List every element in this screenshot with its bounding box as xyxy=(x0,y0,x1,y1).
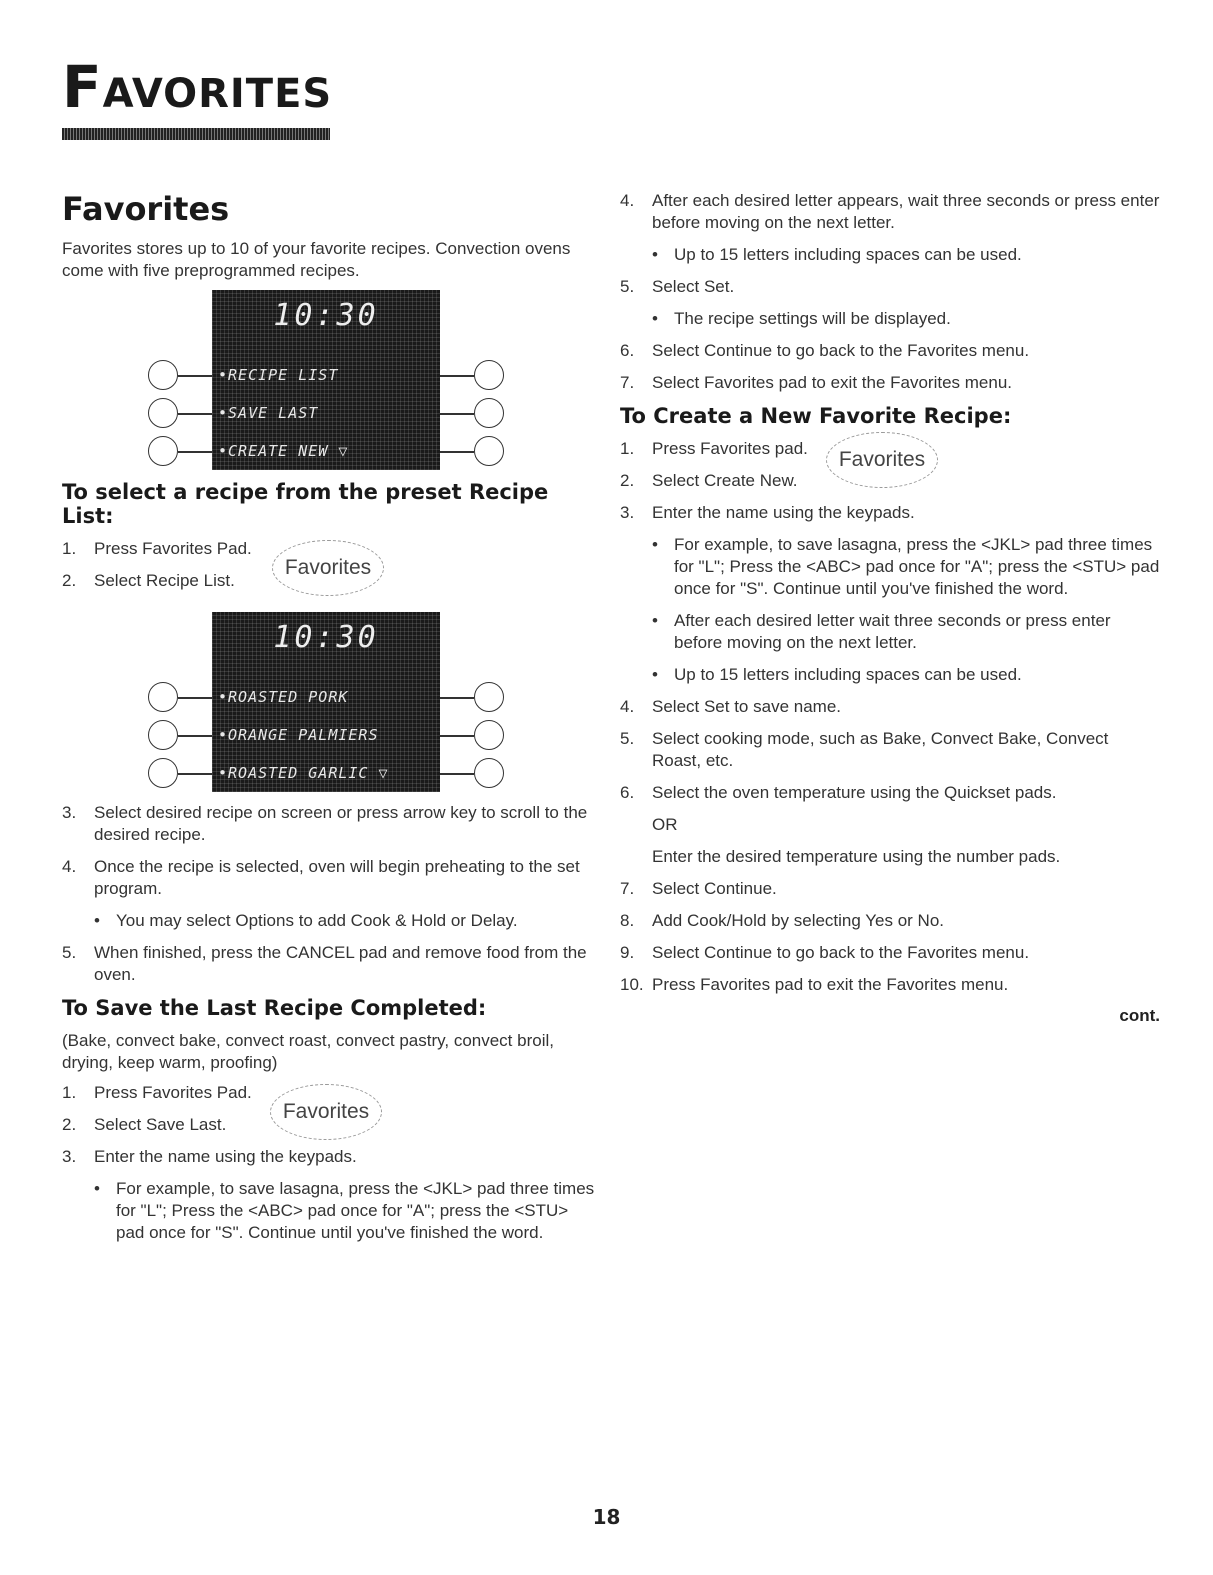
favorites-pad[interactable]: Favorites xyxy=(270,1084,382,1140)
step-item: 3. Select desired recipe on screen or press arrow key to scroll to the desired recipe. xyxy=(62,803,588,844)
option-button[interactable] xyxy=(474,436,504,466)
option-button[interactable] xyxy=(148,720,178,750)
connector-line xyxy=(178,735,212,737)
display-panel-recipe-list xyxy=(140,612,510,792)
step-item: 4. Once the recipe is selected, oven will begin preheating to the set program. xyxy=(62,857,580,898)
page-header xyxy=(62,53,333,121)
step-item: 5. When finished, press the CANCEL pad and remove food from the oven. xyxy=(62,943,587,984)
step-item: 1. Press Favorites Pad. xyxy=(62,539,252,558)
continued-label: cont. xyxy=(1119,1006,1160,1025)
option-button[interactable] xyxy=(148,436,178,466)
bullet-item: • You may select Options to add Cook & Hold or Delay. xyxy=(94,911,518,930)
step-item: 1. Press Favorites pad. xyxy=(620,439,808,458)
step-item: 10. Press Favorites pad to exit the Favorites menu. xyxy=(620,975,1009,994)
step-item: 5. Select cooking mode, such as Bake, Convect Bake, Convect Roast, etc. xyxy=(620,729,1109,770)
bullet-item: • For example, to save lasagna, press the <JKL> pad three times for "L"; Press the <ABC> pad once for "A"; press the <STU> pad once for "S". Continue until you've finished the word. xyxy=(652,535,1160,598)
step-item: 6. Select Continue to go back to the Favorites menu. xyxy=(620,341,1030,360)
connector-line xyxy=(440,451,474,453)
page-number: 18 xyxy=(592,1505,621,1529)
create-new-heading: To Create a New Favorite Recipe: xyxy=(620,404,1012,428)
save-last-heading: To Save the Last Recipe Completed: xyxy=(62,996,487,1020)
section-title: Favorites xyxy=(62,190,230,228)
connector-line xyxy=(440,697,474,699)
option-button[interactable] xyxy=(474,360,504,390)
display-option: •ROASTED GARLIC ▽ xyxy=(218,764,389,782)
connector-line xyxy=(178,375,212,377)
option-button[interactable] xyxy=(148,682,178,712)
option-button[interactable] xyxy=(474,758,504,788)
display-option: •CREATE NEW ▽ xyxy=(218,442,349,460)
intro-text: Favorites stores up to 10 of your favorite recipes. Convection ovens come with five preprogrammed recipes. xyxy=(62,239,571,280)
step-item: 6. Select the oven temperature using the Quickset pads. xyxy=(620,783,1057,802)
favorites-pad[interactable]: Favorites xyxy=(272,540,384,596)
bullet-item: • Up to 15 letters including spaces can be used. xyxy=(652,245,1022,264)
connector-line xyxy=(178,451,212,453)
step-item: 4. Select Set to save name. xyxy=(620,697,841,716)
option-button[interactable] xyxy=(474,682,504,712)
step-item: 2. Select Recipe List. xyxy=(62,571,235,590)
connector-line xyxy=(178,413,212,415)
display-option: •SAVE LAST xyxy=(218,404,319,422)
connector-line xyxy=(440,375,474,377)
connector-line xyxy=(178,773,212,775)
bullet-item: • Up to 15 letters including spaces can be used. xyxy=(652,665,1022,684)
right-column xyxy=(620,190,1160,1026)
left-column xyxy=(62,190,597,1254)
display-panel-main-menu xyxy=(140,290,510,470)
step-item: 9. Select Continue to go back to the Favorites menu. xyxy=(620,943,1030,962)
select-steps xyxy=(62,538,597,592)
favorites-pad[interactable]: Favorites xyxy=(826,432,938,488)
connector-line xyxy=(440,735,474,737)
save-steps xyxy=(62,1082,597,1136)
step-item: 8. Add Cook/Hold by selecting Yes or No. xyxy=(620,911,945,930)
option-button[interactable] xyxy=(148,398,178,428)
step-item: 2. Select Create New. xyxy=(620,471,798,490)
option-button[interactable] xyxy=(474,720,504,750)
display-option: •RECIPE LIST xyxy=(218,366,339,384)
enter-temp-text: Enter the desired temperature using the number pads. xyxy=(652,847,1061,866)
page-title: FAVORITES xyxy=(62,53,333,121)
select-recipe-heading: To select a recipe from the preset Recipe List: xyxy=(62,480,549,528)
step-item: 3. Enter the name using the keypads. xyxy=(620,503,915,522)
save-intro-text: (Bake, convect bake, convect roast, convect pastry, convect broil, drying, keep warm, proofing) xyxy=(62,1031,554,1072)
step-item: 3. Enter the name using the keypads. xyxy=(62,1147,357,1166)
option-button[interactable] xyxy=(474,398,504,428)
step-item: 5. Select Set. xyxy=(620,277,735,296)
oven-display xyxy=(212,612,440,792)
display-clock: 10:30 xyxy=(273,620,379,655)
option-button[interactable] xyxy=(148,758,178,788)
bullet-item: • After each desired letter wait three seconds or press enter before moving on the next letter. xyxy=(652,611,1111,652)
header-rule xyxy=(62,128,330,140)
oven-display xyxy=(212,290,440,470)
option-button[interactable] xyxy=(148,360,178,390)
bullet-item: • The recipe settings will be displayed. xyxy=(652,309,951,328)
step-item: 4. After each desired letter appears, wait three seconds or press enter before moving on the next letter. xyxy=(620,191,1160,232)
or-text: OR xyxy=(652,815,678,834)
connector-line xyxy=(440,413,474,415)
step-item: 2. Select Save Last. xyxy=(62,1115,227,1134)
display-option: •ROASTED PORK xyxy=(218,688,349,706)
create-steps xyxy=(620,438,1160,492)
bullet-item: • For example, to save lasagna, press the <JKL> pad three times for "L"; Press the <ABC> pad once for "A"; press the <STU> pad once for "S". Continue until you've finished the word. xyxy=(94,1179,595,1242)
display-option: •ORANGE PALMIERS xyxy=(218,726,379,744)
step-item: 7. Select Favorites pad to exit the Favorites menu. xyxy=(620,373,1013,392)
step-item: 7. Select Continue. xyxy=(620,879,777,898)
connector-line xyxy=(440,773,474,775)
connector-line xyxy=(178,697,212,699)
display-clock: 10:30 xyxy=(273,298,379,333)
step-item: 1. Press Favorites Pad. xyxy=(62,1083,252,1102)
